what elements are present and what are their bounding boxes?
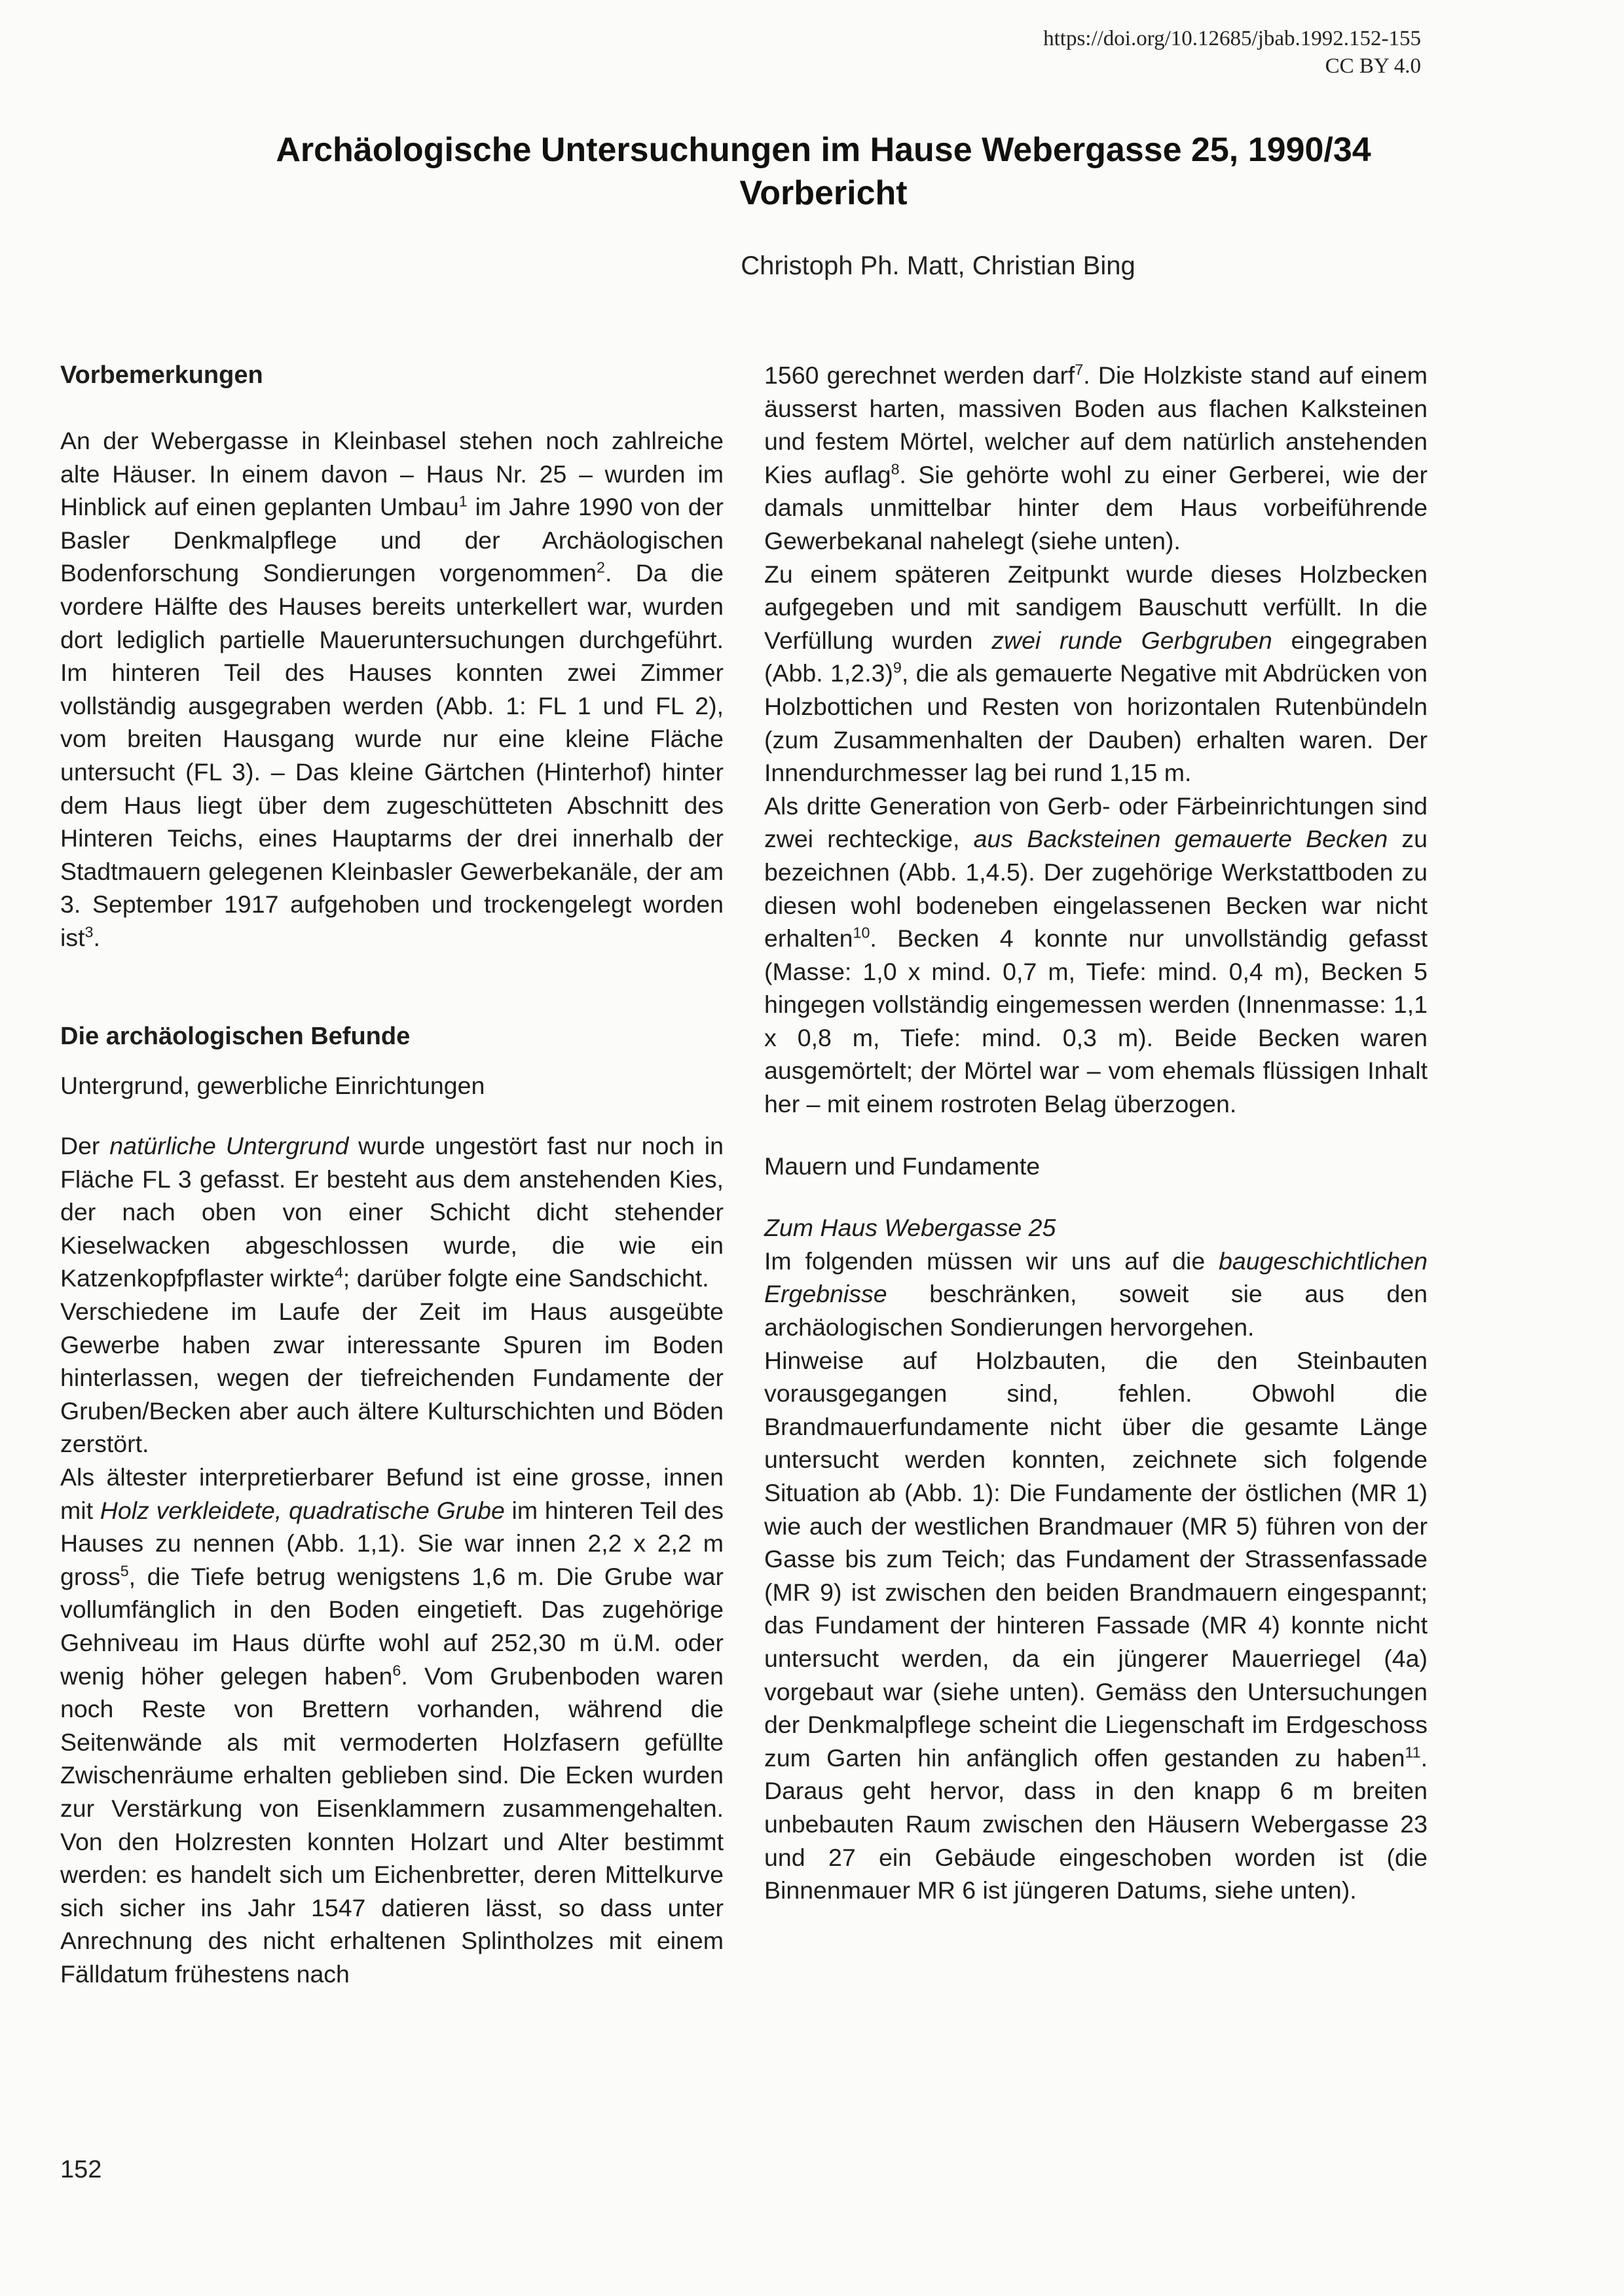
paragraph: 1560 gerechnet werden darf$^7$. Die Holzkiste stand auf einem äusserst harten, massiven Boden aus flachen Kalksteinen und festem Mörtel, welcher auf dem natürlich anstehenden Kies auflag$^8$. Sie gehörte wohl zu einer Gerberei, wie der damals unmittelbar hinter dem Haus vorbeiführende Gewerbekanal nahelegt (siehe unten).	[764, 361, 1428, 555]
heading-befunde: Die archäologischen Befunde	[60, 1022, 411, 1050]
subheading-mauern: Mauern und Fundamente	[764, 1152, 1041, 1180]
emphasis: zwei runde Gerbgruben	[991, 626, 1272, 654]
footnote-ref[interactable]: 6	[392, 1662, 401, 1679]
paragraph: Zu einem späteren Zeitpunkt wurde dieses Holzbecken aufgegeben und mit sandigem Bauschutt verfüllt. In die Verfüllung wurden zwei runde Gerbgruben eingegraben (Abb. 1,2.3)$^9$, die als gemauerte Negative mit Abdrücken von Holzbottichen und Resten von horizontalen Rutenbündeln (zum Zusammenhalten der Dauben) erhalten waren. Der Innendurchmesser lag bei rund 1,15 m.	[764, 560, 1428, 787]
article-meta	[1043, 25, 1421, 80]
page-number: 152	[60, 2156, 102, 2183]
footnote-ref[interactable]: 4	[334, 1264, 343, 1281]
title-line-2: Vorbericht	[739, 174, 908, 212]
paragraph: Der natürliche Untergrund wurde ungestört fast nur noch in Fläche FL 3 gefasst. Er besteht aus dem anstehenden Kies, der nach oben von einer Schicht dicht stehender Kieselwacken abgeschlossen wurde, die wie ein Katzenkopfpflaster wirkte$^4$; darüber folgte eine Sandschicht.	[60, 1132, 724, 1292]
footnote-ref[interactable]: 3	[84, 923, 94, 941]
license-label: CC BY 4.0	[1325, 54, 1421, 78]
subheading-haus-webergasse	[764, 1211, 1428, 1245]
emphasis: natürliche Untergrund	[109, 1132, 349, 1160]
paragraph: Verschiedene im Laufe der Zeit im Haus ausgeübte Gewerbe haben zwar interessante Spuren im Boden hinterlassen, wegen der tiefreichenden Fundamente der Gruben/Becken aber auch ältere Kulturschichten und Böden zerstört.	[60, 1298, 724, 1458]
paragraph: An der Webergasse in Kleinbasel stehen noch zahlreiche alte Häuser. In einem davon – Haus Nr. 25 – wurden im Hinblick auf einen geplanten Umbau$^1$ im Jahre 1990 von der Basler Denkmalpflege und der Archäologischen Bodenforschung Sondierungen vorgenommen$^2$. Da die vordere Hälfte des Hauses bereits unterkellert war, wurden dort lediglich partielle Maueruntersuchungen durchgeführt. Im hinteren Teil des Hauses konnten zwei Zimmer vollständig ausgegraben werden (Abb. 1: FL 1 und FL 2), vom breiten Hausgang wurde nur eine kleine Fläche untersucht (FL 3). – Das kleine Gärtchen (Hinterhof) hinter dem Haus liegt über dem zugeschütteten Abschnitt des Hinteren Teichs, eines Hauptarms der drei innerhalb der Stadtmauern gelegenen Kleinbasler Gewerbekanäle, der am 3. September 1917 aufgehoben und trockengelegt worden ist$^3$.	[60, 427, 724, 951]
paragraph: Hinweise auf Holzbauten, die den Steinbauten vorausgegangen sind, fehlen. Obwohl die Brandmauerfundamente nicht über die gesamte Länge untersucht werden konnten, zeichnete sich folgende Situation ab (Abb. 1): Die Fundamente der östlichen (MR 1) wie auch der westlichen Brandmauer (MR 5) führen von der Gasse bis zum Teich; das Fundament der Strassenfassade (MR 9) ist zwischen den beiden Brandmauern eingespannt; das Fundament der hinteren Fassade (MR 4) konnte nicht untersucht werden, da ein jüngerer Mauerriegel (4a) vorgebaut war (siehe unten). Gemäss den Untersuchungen der Denkmalpflege scheint die Liegenschaft im Erdgeschoss zum Garten hin anfänglich offen gestanden zu haben$^{11}$. Daraus geht hervor, dass in den knapp 6 m breiten unbebauten Raum zwischen den Häusern Webergasse 23 und 27 ein Gebäude eingeschoben worden ist (die Binnenmauer MR 6 ist jüngeren Datums, siehe unten).	[764, 1346, 1428, 1904]
author-names: Christoph Ph. Matt, Christian Bing	[741, 251, 1135, 280]
footnote-ref[interactable]: 8	[891, 460, 900, 478]
footnote-ref[interactable]: 2	[597, 558, 605, 576]
left-column	[60, 359, 724, 1991]
footnote-ref[interactable]: 11	[1405, 1743, 1421, 1761]
footnote-ref[interactable]: 9	[893, 659, 902, 676]
subheading-haus-text: Zum Haus Webergasse 25	[764, 1214, 1056, 1242]
doi-link[interactable]: https://doi.org/10.12685/jbab.1992.152-155	[1043, 27, 1421, 50]
article-title	[0, 128, 1624, 215]
footnote-ref[interactable]: 5	[120, 1562, 129, 1580]
paragraph: Als ältester interpretierbarer Befund ist eine grosse, innen mit Holz verkleidete, quadratische Grube im hinteren Teil des Hauses zu nennen (Abb. 1,1). Sie war innen 2,2 x 2,2 m gross$^5$, die Tiefe betrug wenigstens 1,6 m. Die Grube war vollumfänglich in den Boden eingetieft. Das zugehörige Gehniveau im Haus dürfte wohl auf 252,30 m ü.M. oder wenig höher gelegen haben$^6$. Vom Grubenboden waren noch Reste von Brettern vorhanden, während die Seitenwände als mit vermoderten Holzfasern gefüllte Zwischenräume erhalten geblieben sind. Die Ecken wurden zur Verstärkung von Eisenklammern zusammengehalten. Von den Holzresten konnten Holzart und Alter bestimmt werden: es handelt sich um Eichenbretter, deren Mittelkurve sich sicher ins Jahr 1547 datieren lässt, so dass unter Anrechnung des nicht erhaltenen Splintholzes mit einem Fälldatum frühestens nach	[60, 1463, 724, 1988]
footnote-ref[interactable]: 7	[1075, 361, 1084, 378]
footnote-ref[interactable]: 1	[458, 492, 468, 510]
paragraph: Als dritte Generation von Gerb- oder Färbeinrichtungen sind zwei rechteckige, aus Backsteinen gemauerte Becken zu bezeichnen (Abb. 1,4.5). Der zugehörige Werkstattboden zu diesen wohl bodeneben eingelassenen Becken war nicht erhalten$^{10}$. Becken 4 konnte nur unvollständig gefasst (Masse: 1,0 x mind. 0,7 m, Tiefe: mind. 0,4 m), Becken 5 hingegen vollständig eingemessen werden (Innenmasse: 1,1 x 0,8 m, Tiefe: mind. 0,3 m). Beide Becken waren ausgemörtelt; der Mörtel war – vom ehemals flüssigen Inhalt her – mit einem rostroten Belag überzogen.	[764, 792, 1428, 1118]
heading-vorbemerkungen: Vorbemerkungen	[60, 361, 263, 389]
subheading-untergrund: Untergrund, gewerbliche Einrichtungen	[60, 1071, 485, 1099]
emphasis: Holz verkleidete, quadratische Grube	[100, 1496, 505, 1524]
title-line-1: Archäologische Untersuchungen im Hause Webergasse 25, 1990/34	[276, 131, 1371, 169]
emphasis: baugeschichtlichen Ergebnisse	[764, 1247, 1428, 1308]
authors	[0, 250, 1624, 282]
emphasis: aus Backsteinen gemauerte Becken	[973, 825, 1388, 853]
right-column	[764, 359, 1428, 1907]
paragraph: Im folgenden müssen wir uns auf die baugeschichtlichen Ergebnisse beschränken, soweit sie aus den archäologischen Sondierungen hervorgehen.	[764, 1247, 1428, 1341]
footnote-ref[interactable]: 10	[853, 924, 870, 941]
